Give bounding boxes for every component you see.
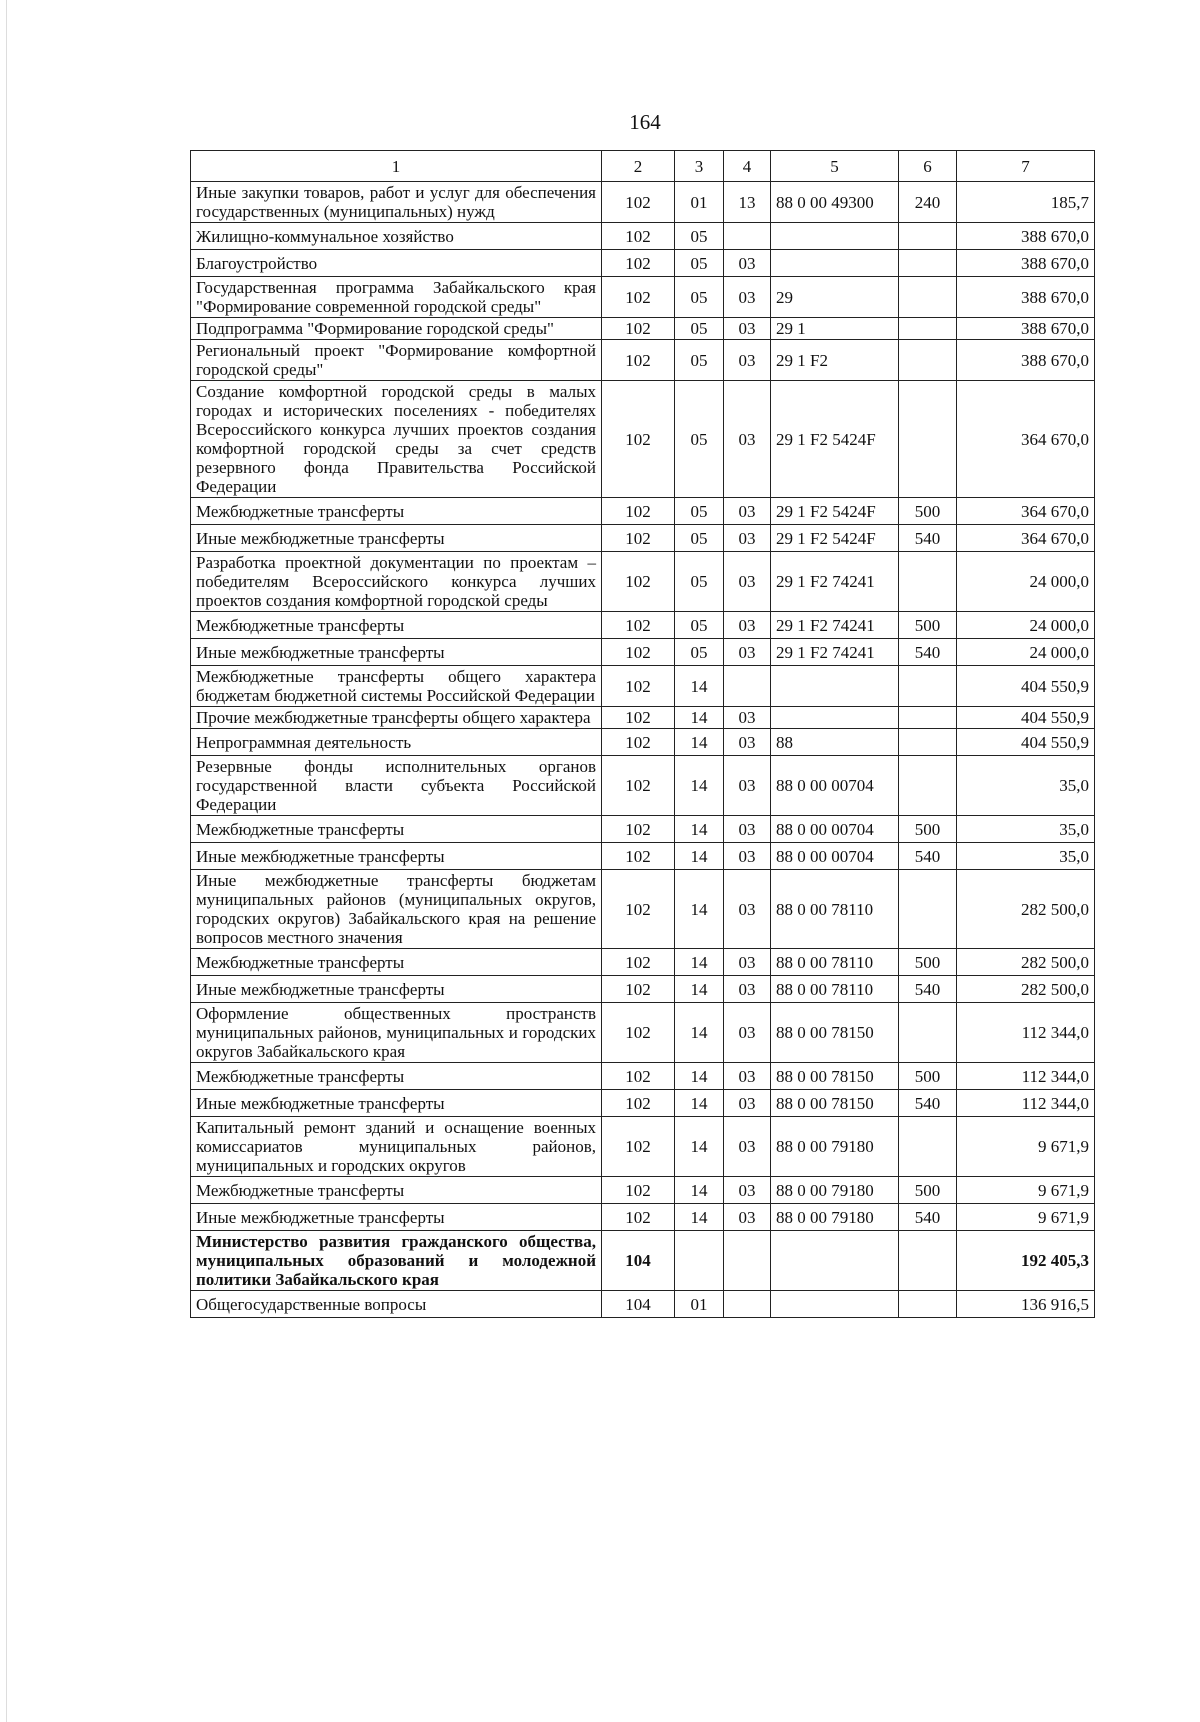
row-ministry-code-cell: 102	[602, 612, 675, 639]
row-amount-cell: 192 405,3	[957, 1231, 1095, 1291]
row-expense-type-cell	[899, 1291, 957, 1318]
row-ministry-code-cell: 102	[602, 318, 675, 340]
row-expense-type-cell	[899, 250, 957, 277]
row-expense-type-cell	[899, 340, 957, 381]
row-subsection-cell: 03	[724, 707, 771, 729]
row-section-cell: 14	[675, 1063, 724, 1090]
row-name-cell: Иные межбюджетные трансферты	[191, 639, 602, 666]
row-target-article-cell: 88 0 00 00704	[771, 816, 899, 843]
row-subsection-cell	[724, 1291, 771, 1318]
row-ministry-code-cell: 102	[602, 1204, 675, 1231]
row-amount-cell: 9 671,9	[957, 1117, 1095, 1177]
table-row	[191, 340, 1095, 381]
table-row	[191, 1204, 1095, 1231]
row-subsection-cell: 03	[724, 816, 771, 843]
row-subsection-cell: 03	[724, 340, 771, 381]
row-amount-cell: 24 000,0	[957, 552, 1095, 612]
row-ministry-code-cell: 102	[602, 223, 675, 250]
row-target-article-cell: 88 0 00 00704	[771, 756, 899, 816]
row-subsection-cell: 03	[724, 843, 771, 870]
table-row	[191, 223, 1095, 250]
row-target-article-cell	[771, 707, 899, 729]
table-row	[191, 1291, 1095, 1318]
column-header: 6	[899, 151, 957, 182]
row-ministry-code-cell: 102	[602, 340, 675, 381]
row-expense-type-cell	[899, 707, 957, 729]
row-name-cell: Создание комфортной городской среды в малых городах и исторических поселениях - победителях Всероссийского конкурса лучших проектов создания комфортной городской среды за счет средств резервного фонда Правительства Российской Федерации	[191, 381, 602, 498]
row-name-cell: Иные межбюджетные трансферты	[191, 1090, 602, 1117]
row-amount-cell: 388 670,0	[957, 250, 1095, 277]
row-subsection-cell: 03	[724, 1117, 771, 1177]
row-ministry-code-cell: 102	[602, 250, 675, 277]
row-amount-cell: 388 670,0	[957, 223, 1095, 250]
row-target-article-cell: 88 0 00 78150	[771, 1090, 899, 1117]
row-expense-type-cell	[899, 1003, 957, 1063]
row-subsection-cell: 03	[724, 318, 771, 340]
row-target-article-cell	[771, 223, 899, 250]
row-subsection-cell: 03	[724, 949, 771, 976]
row-name-cell: Благоустройство	[191, 250, 602, 277]
row-section-cell: 14	[675, 843, 724, 870]
row-ministry-code-cell: 102	[602, 1117, 675, 1177]
table-row	[191, 525, 1095, 552]
row-section-cell: 05	[675, 223, 724, 250]
table-row	[191, 182, 1095, 223]
table-row	[191, 318, 1095, 340]
row-name-cell: Государственная программа Забайкальского края "Формирование современной городской среды"	[191, 277, 602, 318]
table-row	[191, 277, 1095, 318]
row-amount-cell: 35,0	[957, 843, 1095, 870]
budget-table	[190, 150, 1095, 1318]
row-ministry-code-cell: 102	[602, 870, 675, 949]
row-amount-cell: 136 916,5	[957, 1291, 1095, 1318]
row-section-cell: 14	[675, 666, 724, 707]
row-subsection-cell: 03	[724, 381, 771, 498]
row-ministry-code-cell: 102	[602, 976, 675, 1003]
row-section-cell: 14	[675, 1117, 724, 1177]
row-ministry-code-cell: 102	[602, 277, 675, 318]
row-section-cell: 14	[675, 1003, 724, 1063]
row-expense-type-cell	[899, 381, 957, 498]
row-expense-type-cell	[899, 277, 957, 318]
row-section-cell: 05	[675, 525, 724, 552]
row-name-cell: Непрограммная деятельность	[191, 729, 602, 756]
row-amount-cell: 388 670,0	[957, 318, 1095, 340]
table-row	[191, 949, 1095, 976]
row-section-cell: 14	[675, 816, 724, 843]
row-subsection-cell: 03	[724, 1204, 771, 1231]
row-section-cell: 05	[675, 318, 724, 340]
row-section-cell: 01	[675, 1291, 724, 1318]
row-target-article-cell	[771, 1291, 899, 1318]
row-section-cell: 01	[675, 182, 724, 223]
row-name-cell: Министерство развития гражданского общества, муниципальных образований и молодежной политики Забайкальского края	[191, 1231, 602, 1291]
row-name-cell: Капитальный ремонт зданий и оснащение военных комиссариатов муниципальных районов, муниципальных и городских округов	[191, 1117, 602, 1177]
row-name-cell: Подпрограмма "Формирование городской среды"	[191, 318, 602, 340]
row-target-article-cell: 29 1 F2	[771, 340, 899, 381]
column-header: 2	[602, 151, 675, 182]
row-target-article-cell	[771, 250, 899, 277]
row-section-cell: 05	[675, 498, 724, 525]
row-subsection-cell: 03	[724, 756, 771, 816]
row-expense-type-cell: 500	[899, 1177, 957, 1204]
row-expense-type-cell: 500	[899, 498, 957, 525]
table-row	[191, 843, 1095, 870]
row-name-cell: Межбюджетные трансферты	[191, 816, 602, 843]
row-amount-cell: 388 670,0	[957, 277, 1095, 318]
row-target-article-cell: 88 0 00 79180	[771, 1177, 899, 1204]
row-ministry-code-cell: 102	[602, 666, 675, 707]
row-ministry-code-cell: 102	[602, 729, 675, 756]
row-name-cell: Жилищно-коммунальное хозяйство	[191, 223, 602, 250]
table-row	[191, 1177, 1095, 1204]
row-expense-type-cell: 540	[899, 1204, 957, 1231]
row-target-article-cell: 29 1 F2 5424F	[771, 381, 899, 498]
row-subsection-cell: 03	[724, 525, 771, 552]
row-target-article-cell: 88	[771, 729, 899, 756]
row-expense-type-cell	[899, 223, 957, 250]
row-ministry-code-cell: 102	[602, 552, 675, 612]
table-row	[191, 976, 1095, 1003]
table-body	[191, 182, 1095, 1318]
row-amount-cell: 404 550,9	[957, 666, 1095, 707]
row-target-article-cell: 88 0 00 79180	[771, 1204, 899, 1231]
table-row	[191, 666, 1095, 707]
column-header: 1	[191, 151, 602, 182]
row-ministry-code-cell: 104	[602, 1291, 675, 1318]
row-amount-cell: 282 500,0	[957, 870, 1095, 949]
row-section-cell: 14	[675, 1090, 724, 1117]
row-subsection-cell: 03	[724, 729, 771, 756]
table-row	[191, 1231, 1095, 1291]
row-ministry-code-cell: 104	[602, 1231, 675, 1291]
row-ministry-code-cell: 102	[602, 1003, 675, 1063]
row-name-cell: Межбюджетные трансферты общего характера бюджетам бюджетной системы Российской Федерации	[191, 666, 602, 707]
table-row	[191, 552, 1095, 612]
row-expense-type-cell	[899, 756, 957, 816]
row-ministry-code-cell: 102	[602, 1177, 675, 1204]
row-amount-cell: 404 550,9	[957, 729, 1095, 756]
row-section-cell: 14	[675, 870, 724, 949]
row-amount-cell: 24 000,0	[957, 639, 1095, 666]
row-name-cell: Иные межбюджетные трансферты	[191, 843, 602, 870]
row-target-article-cell: 29	[771, 277, 899, 318]
page-number: 164	[629, 110, 661, 134]
table-row	[191, 1090, 1095, 1117]
row-subsection-cell: 03	[724, 1090, 771, 1117]
table-row	[191, 729, 1095, 756]
column-header: 3	[675, 151, 724, 182]
table-row	[191, 381, 1095, 498]
row-section-cell: 05	[675, 639, 724, 666]
row-ministry-code-cell: 102	[602, 843, 675, 870]
row-target-article-cell: 88 0 00 78150	[771, 1063, 899, 1090]
row-expense-type-cell	[899, 318, 957, 340]
row-amount-cell: 364 670,0	[957, 381, 1095, 498]
row-name-cell: Межбюджетные трансферты	[191, 949, 602, 976]
row-name-cell: Межбюджетные трансферты	[191, 1177, 602, 1204]
row-ministry-code-cell: 102	[602, 756, 675, 816]
row-expense-type-cell	[899, 1231, 957, 1291]
row-amount-cell: 24 000,0	[957, 612, 1095, 639]
row-name-cell: Оформление общественных пространств муниципальных районов, муниципальных и городских округов Забайкальского края	[191, 1003, 602, 1063]
table-row	[191, 498, 1095, 525]
row-amount-cell: 35,0	[957, 816, 1095, 843]
row-section-cell	[675, 1231, 724, 1291]
row-subsection-cell: 03	[724, 612, 771, 639]
row-name-cell: Региональный проект "Формирование комфортной городской среды"	[191, 340, 602, 381]
row-expense-type-cell: 540	[899, 525, 957, 552]
row-subsection-cell: 03	[724, 639, 771, 666]
row-name-cell: Резервные фонды исполнительных органов государственной власти субъекта Российской Федерации	[191, 756, 602, 816]
row-target-article-cell: 88 0 00 00704	[771, 843, 899, 870]
row-subsection-cell: 03	[724, 498, 771, 525]
row-subsection-cell: 13	[724, 182, 771, 223]
row-expense-type-cell: 500	[899, 816, 957, 843]
table-row	[191, 1003, 1095, 1063]
table-row	[191, 707, 1095, 729]
row-name-cell: Разработка проектной документации по проектам – победителям Всероссийского конкурса лучших проектов создания комфортной городской среды	[191, 552, 602, 612]
row-subsection-cell	[724, 666, 771, 707]
row-name-cell: Межбюджетные трансферты	[191, 612, 602, 639]
row-section-cell: 05	[675, 277, 724, 318]
row-subsection-cell: 03	[724, 870, 771, 949]
row-subsection-cell	[724, 223, 771, 250]
row-amount-cell: 364 670,0	[957, 525, 1095, 552]
row-ministry-code-cell: 102	[602, 949, 675, 976]
row-expense-type-cell	[899, 552, 957, 612]
row-subsection-cell: 03	[724, 1003, 771, 1063]
row-amount-cell: 404 550,9	[957, 707, 1095, 729]
scan-edge-line	[6, 0, 7, 1722]
row-name-cell: Межбюджетные трансферты	[191, 1063, 602, 1090]
row-target-article-cell: 29 1	[771, 318, 899, 340]
row-section-cell: 14	[675, 976, 724, 1003]
row-section-cell: 14	[675, 729, 724, 756]
row-amount-cell: 112 344,0	[957, 1090, 1095, 1117]
row-subsection-cell: 03	[724, 250, 771, 277]
row-amount-cell: 282 500,0	[957, 949, 1095, 976]
row-expense-type-cell: 540	[899, 1090, 957, 1117]
row-target-article-cell: 88 0 00 78150	[771, 1003, 899, 1063]
table-row	[191, 639, 1095, 666]
row-amount-cell: 185,7	[957, 182, 1095, 223]
row-name-cell: Иные межбюджетные трансферты	[191, 976, 602, 1003]
table-row	[191, 612, 1095, 639]
row-subsection-cell: 03	[724, 1177, 771, 1204]
row-expense-type-cell: 540	[899, 639, 957, 666]
row-name-cell: Общегосударственные вопросы	[191, 1291, 602, 1318]
row-name-cell: Межбюджетные трансферты	[191, 498, 602, 525]
table-row	[191, 250, 1095, 277]
row-amount-cell: 9 671,9	[957, 1204, 1095, 1231]
row-expense-type-cell	[899, 666, 957, 707]
row-subsection-cell	[724, 1231, 771, 1291]
row-expense-type-cell	[899, 870, 957, 949]
row-name-cell: Иные закупки товаров, работ и услуг для обеспечения государственных (муниципальных) нужд	[191, 182, 602, 223]
row-subsection-cell: 03	[724, 277, 771, 318]
table-row	[191, 756, 1095, 816]
row-target-article-cell: 29 1 F2 74241	[771, 612, 899, 639]
column-header: 7	[957, 151, 1095, 182]
row-target-article-cell: 88 0 00 78110	[771, 976, 899, 1003]
table-header-row	[191, 151, 1095, 182]
row-expense-type-cell: 500	[899, 1063, 957, 1090]
row-target-article-cell: 29 1 F2 74241	[771, 552, 899, 612]
row-ministry-code-cell: 102	[602, 1090, 675, 1117]
row-amount-cell: 9 671,9	[957, 1177, 1095, 1204]
row-amount-cell: 112 344,0	[957, 1063, 1095, 1090]
row-target-article-cell	[771, 666, 899, 707]
row-expense-type-cell: 500	[899, 612, 957, 639]
table-row	[191, 1117, 1095, 1177]
row-section-cell: 05	[675, 250, 724, 277]
row-section-cell: 14	[675, 949, 724, 976]
table-row	[191, 870, 1095, 949]
row-ministry-code-cell: 102	[602, 525, 675, 552]
row-expense-type-cell: 240	[899, 182, 957, 223]
row-ministry-code-cell: 102	[602, 1063, 675, 1090]
row-target-article-cell	[771, 1231, 899, 1291]
row-name-cell: Иные межбюджетные трансферты	[191, 525, 602, 552]
row-section-cell: 05	[675, 340, 724, 381]
row-section-cell: 05	[675, 612, 724, 639]
row-ministry-code-cell: 102	[602, 498, 675, 525]
row-expense-type-cell	[899, 1117, 957, 1177]
row-amount-cell: 282 500,0	[957, 976, 1095, 1003]
row-target-article-cell: 29 1 F2 5424F	[771, 498, 899, 525]
row-amount-cell: 35,0	[957, 756, 1095, 816]
row-target-article-cell: 88 0 00 79180	[771, 1117, 899, 1177]
row-name-cell: Иные межбюджетные трансферты	[191, 1204, 602, 1231]
row-target-article-cell: 88 0 00 78110	[771, 949, 899, 976]
row-amount-cell: 364 670,0	[957, 498, 1095, 525]
row-section-cell: 14	[675, 756, 724, 816]
row-name-cell: Прочие межбюджетные трансферты общего характера	[191, 707, 602, 729]
row-target-article-cell: 88 0 00 49300	[771, 182, 899, 223]
row-section-cell: 05	[675, 552, 724, 612]
table-row	[191, 816, 1095, 843]
row-subsection-cell: 03	[724, 1063, 771, 1090]
row-target-article-cell: 88 0 00 78110	[771, 870, 899, 949]
table-row	[191, 1063, 1095, 1090]
row-ministry-code-cell: 102	[602, 707, 675, 729]
row-expense-type-cell	[899, 729, 957, 756]
row-expense-type-cell: 540	[899, 976, 957, 1003]
row-ministry-code-cell: 102	[602, 182, 675, 223]
row-ministry-code-cell: 102	[602, 639, 675, 666]
row-section-cell: 14	[675, 1204, 724, 1231]
row-target-article-cell: 29 1 F2 74241	[771, 639, 899, 666]
row-expense-type-cell: 500	[899, 949, 957, 976]
row-subsection-cell: 03	[724, 976, 771, 1003]
row-subsection-cell: 03	[724, 552, 771, 612]
row-amount-cell: 388 670,0	[957, 340, 1095, 381]
row-ministry-code-cell: 102	[602, 816, 675, 843]
row-section-cell: 14	[675, 707, 724, 729]
row-amount-cell: 112 344,0	[957, 1003, 1095, 1063]
row-section-cell: 05	[675, 381, 724, 498]
column-header: 4	[724, 151, 771, 182]
row-section-cell: 14	[675, 1177, 724, 1204]
row-expense-type-cell: 540	[899, 843, 957, 870]
column-header: 5	[771, 151, 899, 182]
row-name-cell: Иные межбюджетные трансферты бюджетам муниципальных районов (муниципальных округов, городских округов) Забайкальского края на решение вопросов местного значения	[191, 870, 602, 949]
row-ministry-code-cell: 102	[602, 381, 675, 498]
row-target-article-cell: 29 1 F2 5424F	[771, 525, 899, 552]
